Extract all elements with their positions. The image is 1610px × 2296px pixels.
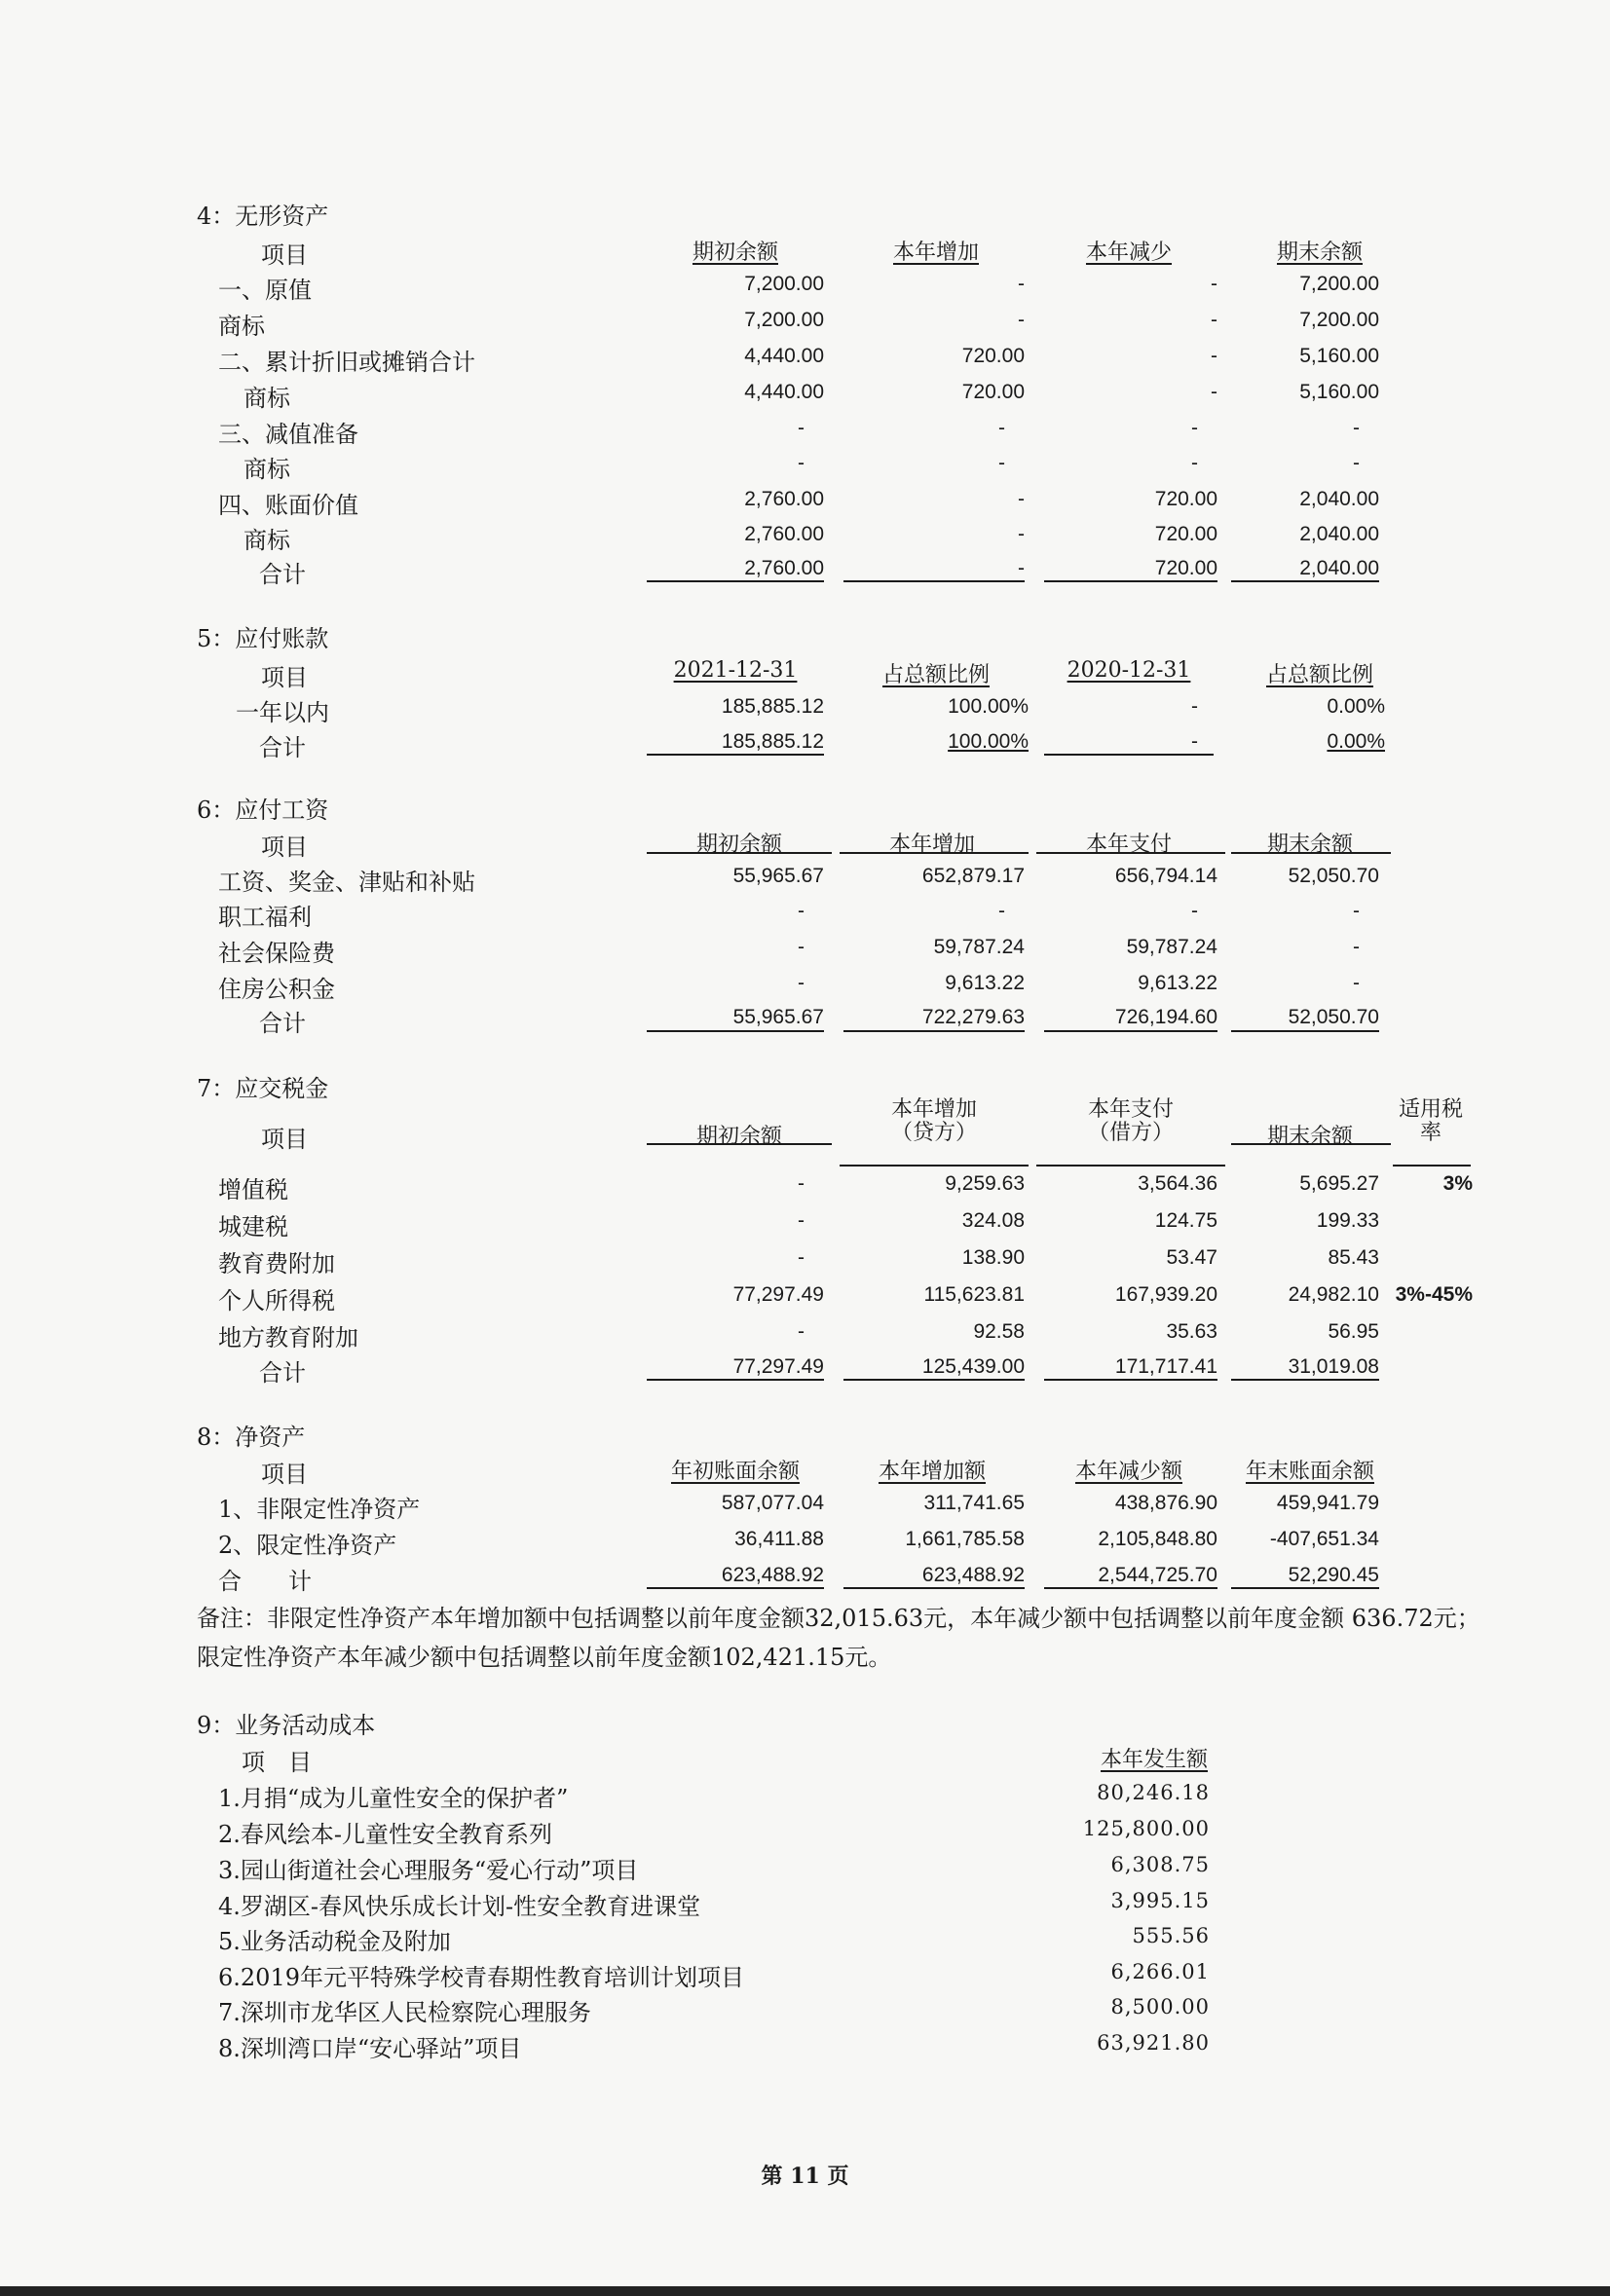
cell: 3,564.36 — [1138, 1172, 1217, 1195]
total-underline — [843, 1587, 1025, 1589]
cell: 726,194.60 — [1114, 1006, 1217, 1028]
cell: 720.00 — [1154, 557, 1217, 579]
cell: 52,050.70 — [1288, 1006, 1379, 1028]
total-underline — [1231, 1379, 1379, 1381]
row-label: 三、减值准备 — [218, 421, 358, 448]
s4-header-col1: 期初余额 — [692, 241, 778, 265]
cell: - — [998, 452, 1005, 474]
cell: - — [1211, 273, 1217, 295]
cell: 2,105,848.80 — [1098, 1528, 1217, 1550]
cell: 4,440.00 — [744, 345, 824, 367]
cell: 63,921.80 — [1097, 2031, 1210, 2055]
header-underline — [647, 1143, 832, 1145]
cell: 31,019.08 — [1288, 1355, 1379, 1378]
s9-header-item: 项 目 — [242, 1749, 312, 1776]
row-label: 工资、奖金、津贴和补贴 — [218, 869, 475, 896]
cell: 9,613.22 — [1138, 972, 1217, 994]
cell: 55,965.67 — [732, 1006, 824, 1028]
cell: 185,885.12 — [721, 695, 824, 718]
cell: 5,160.00 — [1299, 381, 1379, 403]
cell: - — [1191, 695, 1198, 718]
row-label: 商标 — [243, 385, 290, 412]
section-4-title: 4：无形资产 — [197, 203, 329, 230]
s5-header-item: 项目 — [261, 664, 308, 691]
row-label: 一、原值 — [218, 277, 312, 304]
row-label: 合计 — [259, 1359, 306, 1387]
list-item — [0, 1954, 1610, 1989]
row-label: 二、累计折旧或摊销合计 — [218, 349, 475, 376]
s4-header-row — [0, 232, 1610, 267]
row-label: 合计 — [259, 561, 306, 588]
s5-header-row — [0, 654, 1610, 689]
cell: - — [1353, 972, 1360, 994]
cell: 85.43 — [1328, 1246, 1379, 1269]
total-underline — [843, 1379, 1025, 1381]
cell: - — [798, 1320, 805, 1343]
table-row — [0, 446, 1610, 481]
total-underline — [1231, 580, 1379, 582]
cell: 5,160.00 — [1299, 345, 1379, 367]
cell: - — [1353, 452, 1360, 474]
cell: - — [1353, 417, 1360, 439]
cell: 2,040.00 — [1299, 523, 1379, 545]
cell: 55,965.67 — [732, 865, 824, 887]
table-row — [0, 894, 1610, 929]
row-label: 城建税 — [218, 1213, 288, 1241]
table-row — [0, 411, 1610, 446]
table-row — [0, 689, 1610, 724]
cell: 167,939.20 — [1114, 1283, 1217, 1306]
cell: 100.00% — [948, 730, 1029, 753]
s8-header-col3: 本年减少额 — [1074, 1460, 1182, 1484]
total-underline — [647, 1379, 824, 1381]
cell: - — [1211, 381, 1217, 403]
s9-header-amount: 本年发生额 — [1100, 1748, 1208, 1772]
cell: 185,885.12 — [721, 730, 824, 753]
cell: 438,876.90 — [1114, 1492, 1217, 1514]
cell: - — [1191, 730, 1198, 753]
cell: 587,077.04 — [721, 1492, 824, 1514]
total-underline — [647, 580, 824, 582]
cell: 138.90 — [961, 1246, 1025, 1269]
cell: 1,661,785.58 — [905, 1528, 1025, 1550]
s7-header-col5-line1: 适用税 — [1398, 1097, 1463, 1122]
s7-header-col3-line1: 本年支付 — [1087, 1097, 1174, 1122]
s9-header-row — [0, 1739, 1610, 1774]
section-7-title: 7：应交税金 — [197, 1075, 329, 1102]
s7-header-col2-line1: 本年增加 — [890, 1097, 977, 1122]
s7-header-col3-line2: （借方） — [1087, 1121, 1174, 1145]
cell: 53.47 — [1166, 1246, 1217, 1269]
cell: 3,995.15 — [1110, 1889, 1210, 1912]
header-underline — [647, 852, 832, 854]
cell: 324.08 — [961, 1209, 1025, 1232]
table-row — [0, 859, 1610, 894]
cell: 24,982.10 — [1288, 1283, 1379, 1306]
cell: 2,760.00 — [744, 488, 824, 510]
cell: 124.75 — [1154, 1209, 1217, 1232]
cell: - — [1018, 273, 1025, 295]
scan-edge — [0, 2286, 1610, 2296]
total-underline — [1044, 1587, 1217, 1589]
s7-header-col1: 期初余额 — [695, 1125, 782, 1149]
s4-header-col3: 本年减少 — [1085, 241, 1172, 265]
cell: - — [1353, 900, 1360, 922]
row-label: 商标 — [243, 456, 290, 483]
cell: 5,695.27 — [1299, 1172, 1379, 1195]
cell: 0.00% — [1327, 695, 1385, 718]
cell: 4,440.00 — [744, 381, 824, 403]
row-label: 合 计 — [218, 1568, 312, 1595]
total-underline — [843, 580, 1025, 582]
s8-header-item: 项目 — [261, 1461, 308, 1488]
cell: - — [798, 1246, 805, 1269]
cell: 720.00 — [1154, 488, 1217, 510]
s7-header-item: 项目 — [261, 1126, 308, 1153]
cell: 59,787.24 — [933, 936, 1025, 958]
cell: 2,040.00 — [1299, 488, 1379, 510]
s6-header-item: 项目 — [261, 833, 308, 861]
list-item — [0, 1775, 1610, 1810]
s8-header-col1: 年初账面余额 — [670, 1460, 800, 1484]
header-underline — [840, 852, 1029, 854]
s4-header-item: 项目 — [261, 241, 308, 269]
cell: 7,200.00 — [1299, 273, 1379, 295]
cell: 2,760.00 — [744, 557, 824, 579]
cell: - — [1191, 417, 1198, 439]
row-label: 个人所得税 — [218, 1287, 335, 1315]
total-underline — [1044, 580, 1217, 582]
cell: - — [1018, 523, 1025, 545]
row-label: 商标 — [243, 527, 290, 554]
cell: 77,297.49 — [732, 1355, 824, 1378]
row-label: 合计 — [259, 734, 306, 761]
cell: 6,308.75 — [1110, 1853, 1210, 1876]
cell: 35.63 — [1166, 1320, 1217, 1343]
section-9-title: 9：业务活动成本 — [197, 1712, 376, 1739]
page-number: 第 11 页 — [761, 2164, 849, 2189]
total-underline — [1044, 754, 1214, 756]
cell: 7,200.00 — [744, 273, 824, 295]
cell: - — [798, 900, 805, 922]
cell: 652,879.17 — [921, 865, 1025, 887]
table-row — [0, 375, 1610, 410]
list-item — [0, 1989, 1610, 2024]
row-label: 四、账面价值 — [218, 492, 358, 519]
header-underline — [1231, 1143, 1391, 1145]
cell: 555.56 — [1132, 1924, 1210, 1947]
cell: 623,488.92 — [921, 1564, 1025, 1586]
row-label: 教育费附加 — [218, 1250, 335, 1278]
s7-header-col5 — [1387, 1098, 1475, 1145]
row-label: 2、限定性净资产 — [218, 1532, 397, 1559]
cell: 459,941.79 — [1276, 1492, 1379, 1514]
cell: 8,500.00 — [1110, 1995, 1210, 2018]
s6-header-col3: 本年支付 — [1085, 833, 1172, 857]
cell: 52,050.70 — [1288, 865, 1379, 887]
table-row — [0, 1522, 1610, 1557]
row-label: 5.业务活动税金及附加 — [218, 1928, 451, 1955]
cell: - — [1191, 900, 1198, 922]
cell: 125,439.00 — [921, 1355, 1025, 1378]
cell: - — [998, 417, 1005, 439]
cell: 52,290.45 — [1288, 1564, 1379, 1586]
cell: 720.00 — [1154, 523, 1217, 545]
cell: - — [1211, 345, 1217, 367]
s7-header-col4: 期末余额 — [1266, 1125, 1353, 1149]
cell: - — [1353, 936, 1360, 958]
table-row — [0, 1167, 1610, 1202]
row-label: 1.月捐“成为儿童性安全的保护者” — [218, 1785, 569, 1812]
total-underline — [647, 1030, 824, 1032]
cell: 56.95 — [1328, 1320, 1379, 1343]
s4-header-col2: 本年增加 — [892, 241, 979, 265]
s8-header-col2: 本年增加额 — [878, 1460, 986, 1484]
cell: 77,297.49 — [732, 1283, 824, 1306]
cell: - — [798, 972, 805, 994]
table-row — [0, 267, 1610, 302]
cell: - — [798, 1209, 805, 1232]
total-underline — [647, 1587, 824, 1589]
list-item — [0, 1811, 1610, 1846]
row-label: 增值税 — [218, 1176, 288, 1204]
cell: - — [1191, 452, 1198, 474]
s5-header-col2: 占总额比例 — [881, 663, 990, 687]
cell: 199.33 — [1316, 1209, 1379, 1232]
cell-rate: 3%-45% — [1395, 1283, 1473, 1306]
table-row — [0, 517, 1610, 552]
table-row — [0, 930, 1610, 965]
table-row — [0, 1241, 1610, 1276]
cell: 2,040.00 — [1299, 557, 1379, 579]
cell: - — [1018, 309, 1025, 331]
cell: - — [798, 452, 805, 474]
s7-header-col5-line2: 率 — [1419, 1121, 1442, 1145]
cell: 720.00 — [961, 345, 1025, 367]
s7-header-col2-line2: （贷方） — [890, 1121, 977, 1145]
total-underline — [1231, 1030, 1379, 1032]
row-label: 1、非限定性净资产 — [218, 1496, 421, 1523]
list-item — [0, 1847, 1610, 1882]
section-6-title: 6：应付工资 — [197, 796, 329, 824]
cell: 2,760.00 — [744, 523, 824, 545]
cell: 7,200.00 — [744, 309, 824, 331]
cell: -407,651.34 — [1269, 1528, 1379, 1550]
total-underline — [1044, 1379, 1217, 1381]
s4-header-col4: 期末余额 — [1276, 241, 1363, 265]
s5-header-col4: 占总额比例 — [1265, 663, 1373, 687]
cell: 656,794.14 — [1114, 865, 1217, 887]
cell: - — [798, 936, 805, 958]
row-label: 地方教育附加 — [218, 1324, 358, 1352]
s6-header-col4: 期末余额 — [1266, 833, 1353, 857]
table-row — [0, 303, 1610, 338]
total-underline — [1044, 1030, 1217, 1032]
list-item — [0, 2025, 1610, 2060]
cell: 171,717.41 — [1114, 1355, 1217, 1378]
cell: 80,246.18 — [1097, 1781, 1210, 1804]
row-label: 商标 — [218, 313, 265, 340]
s8-note: 备注：非限定性净资产本年增加额中包括调整以前年度金额32,015.63元，本年减少额中包括调整以前年度金额 636.72元；限定性净资产本年减少额中包括调整以前年度金额102,421.15元。 — [197, 1605, 1480, 1671]
table-row — [0, 1315, 1610, 1350]
s8-header-row — [0, 1451, 1610, 1486]
row-label: 住房公积金 — [218, 976, 335, 1003]
cell-rate: 3% — [1442, 1172, 1473, 1195]
table-row — [0, 1278, 1610, 1313]
cell: 2,544,725.70 — [1098, 1564, 1217, 1586]
s6-header-col1: 期初余额 — [695, 833, 782, 857]
s8-header-col4: 年末账面余额 — [1245, 1460, 1374, 1484]
total-underline — [1231, 1587, 1379, 1589]
list-item — [0, 1918, 1610, 1953]
s5-header-col1: 2021-12-31 — [673, 658, 798, 683]
table-row — [0, 1486, 1610, 1521]
row-label: 6.2019年元平特殊学校青春期性教育培训计划项目 — [218, 1964, 744, 1991]
header-underline — [1231, 852, 1391, 854]
cell: 9,613.22 — [945, 972, 1025, 994]
cell: 100.00% — [948, 695, 1029, 718]
cell: - — [798, 1172, 805, 1195]
row-label: 职工福利 — [218, 904, 312, 931]
cell: - — [1018, 557, 1025, 579]
cell: 311,741.65 — [923, 1492, 1025, 1514]
row-label: 社会保险费 — [218, 940, 335, 967]
cell: 6,266.01 — [1110, 1960, 1210, 1983]
cell: 720.00 — [961, 381, 1025, 403]
cell: 0.00% — [1327, 730, 1385, 753]
table-row — [0, 339, 1610, 374]
s6-header-col2: 本年增加 — [888, 833, 975, 857]
s5-header-col3: 2020-12-31 — [1067, 658, 1191, 683]
list-item — [0, 1883, 1610, 1918]
table-row — [0, 482, 1610, 517]
s7-header-row — [0, 1116, 1610, 1151]
cell: - — [1018, 488, 1025, 510]
table-row — [0, 1204, 1610, 1239]
row-label: 2.春风绘本-儿童性安全教育系列 — [218, 1821, 553, 1848]
cell: 9,259.63 — [945, 1172, 1025, 1195]
header-underline — [1036, 852, 1225, 854]
row-label: 合计 — [259, 1010, 306, 1037]
cell: - — [1211, 309, 1217, 331]
cell: 92.58 — [973, 1320, 1025, 1343]
cell: - — [798, 417, 805, 439]
row-label: 4.罗湖区-春风快乐成长计划-性安全教育进课堂 — [218, 1893, 701, 1920]
row-label: 7.深圳市龙华区人民检察院心理服务 — [218, 1999, 591, 2026]
table-row — [0, 966, 1610, 1001]
total-underline — [647, 754, 824, 756]
cell: 125,800.00 — [1082, 1817, 1210, 1840]
s7-header-col2 — [840, 1098, 1029, 1145]
row-label: 3.园山街道社会心理服务“爱心行动”项目 — [218, 1857, 639, 1884]
cell: 7,200.00 — [1299, 309, 1379, 331]
cell: 722,279.63 — [921, 1006, 1025, 1028]
cell: 36,411.88 — [734, 1528, 824, 1550]
cell: 623,488.92 — [721, 1564, 824, 1586]
section-8-title: 8：净资产 — [197, 1424, 306, 1451]
cell: 115,623.81 — [923, 1283, 1025, 1306]
row-label: 一年以内 — [236, 699, 329, 726]
section-5-title: 5：应付账款 — [197, 625, 329, 652]
cell: - — [998, 900, 1005, 922]
cell: 59,787.24 — [1126, 936, 1217, 958]
s7-header-col3 — [1036, 1098, 1225, 1145]
total-underline — [843, 1030, 1025, 1032]
row-label: 8.深圳湾口岸“安心驿站”项目 — [218, 2035, 522, 2062]
